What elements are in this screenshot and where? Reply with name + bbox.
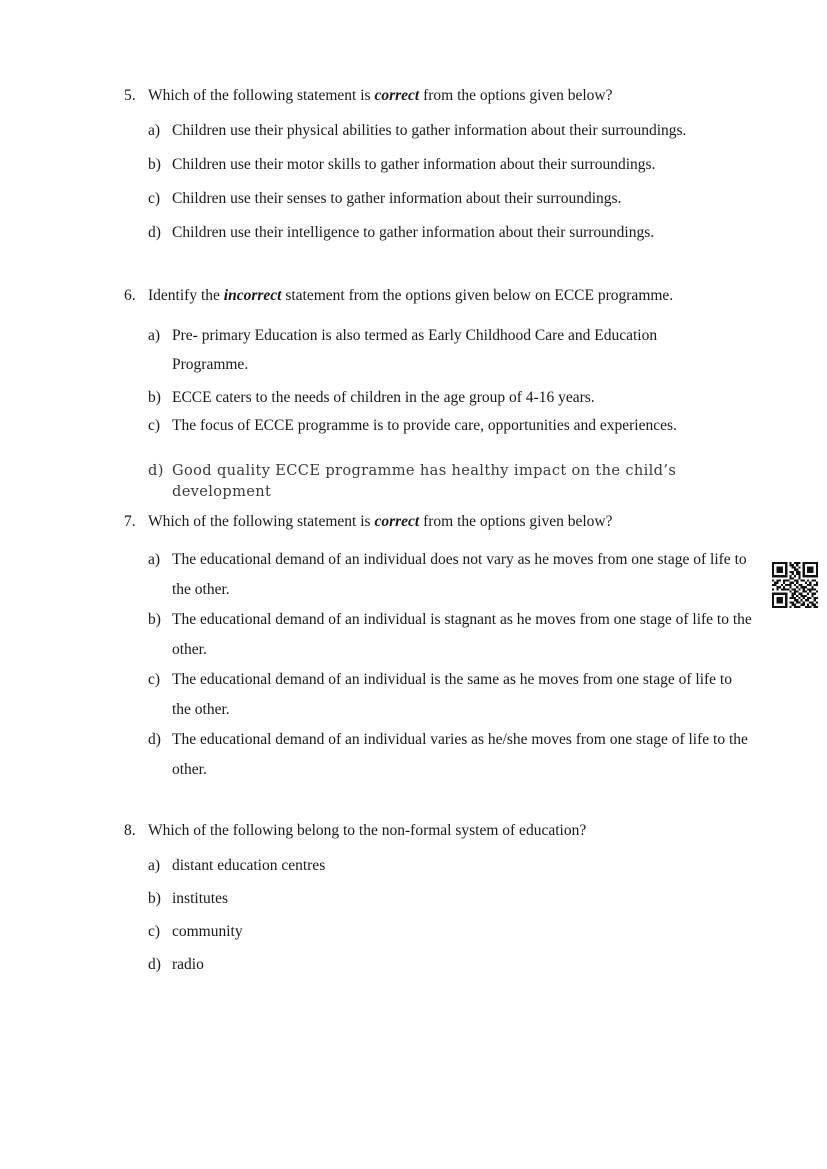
option-label-5-c: c) [148, 190, 161, 207]
option-8-b[interactable] [148, 888, 744, 909]
option-text-6-a: Pre- primary Education is also termed as Early Childhood Care and Education Programme. [172, 327, 658, 373]
option-label-6-d: d) [148, 462, 164, 479]
option-text-7-d: The educational demand of an individual varies as he/she moves from one stage of life to the other. [172, 731, 748, 778]
question-number-8: 8. [124, 822, 136, 839]
question-block-5 [124, 86, 744, 243]
stem-before-8: Which of the following belong to the non-formal system of education? [148, 822, 587, 839]
option-7-d[interactable] [148, 725, 752, 785]
stem-after-6: statement from the options given below on ECCE programme. [281, 287, 674, 304]
option-7-b[interactable] [148, 605, 752, 665]
qr-code-icon [772, 562, 818, 608]
stem-before-7: Which of the following statement is [148, 513, 375, 530]
option-5-d[interactable] [148, 222, 744, 243]
option-label-5-a: a) [148, 122, 161, 139]
question-number-5: 5. [124, 87, 136, 104]
question-stem-8 [124, 821, 744, 841]
option-7-c[interactable] [148, 665, 752, 725]
option-7-a[interactable] [148, 545, 752, 605]
option-text-8-d: radio [172, 956, 204, 973]
option-6-b[interactable] [148, 387, 744, 408]
option-8-c[interactable] [148, 921, 744, 942]
option-label-6-a: a) [148, 327, 161, 344]
question-number-6: 6. [124, 287, 136, 304]
option-text-5-c: Children use their senses to gather information about their surroundings. [172, 190, 622, 207]
stem-before-5: Which of the following statement is [148, 87, 375, 104]
question-number-7: 7. [124, 513, 136, 530]
question-text-8 [148, 822, 586, 839]
option-5-a[interactable] [148, 120, 744, 141]
option-text-5-b: Children use their motor skills to gather information about their surroundings. [172, 156, 656, 173]
option-label-7-b: b) [148, 611, 161, 628]
option-text-8-a: distant education centres [172, 857, 326, 874]
option-text-6-c: The focus of ECCE programme is to provide care, opportunities and experiences. [172, 417, 677, 434]
option-text-7-a: The educational demand of an individual does not vary as he moves from one stage of life to the other. [172, 551, 747, 598]
option-8-d[interactable] [148, 954, 744, 975]
option-list-6 [124, 321, 744, 502]
stem-emphasis-6: incorrect [223, 287, 282, 304]
stem-emphasis-5: correct [374, 87, 420, 104]
question-block-7 [124, 512, 752, 785]
option-6-d[interactable] [148, 460, 744, 502]
option-label-8-d: d) [148, 956, 161, 973]
option-label-8-b: b) [148, 890, 161, 907]
stem-after-5: from the options given below? [419, 87, 613, 104]
stem-after-7: from the options given below? [419, 513, 613, 530]
question-text-6 [148, 287, 673, 304]
option-text-5-d: Children use their intelligence to gather information about their surroundings. [172, 224, 655, 241]
option-8-a[interactable] [148, 855, 744, 876]
option-text-6-d: Good quality ECCE programme has healthy impact on the child’s development [172, 462, 677, 500]
option-text-6-b: ECCE caters to the needs of children in the age group of 4-16 years. [172, 389, 595, 406]
option-6-a[interactable] [148, 321, 717, 379]
option-text-8-b: institutes [172, 890, 228, 907]
question-text-5 [148, 87, 612, 104]
option-6-c[interactable] [148, 415, 744, 436]
option-text-7-c: The educational demand of an individual is the same as he moves from one stage of life to the other. [172, 671, 732, 718]
option-list-5 [124, 120, 744, 243]
option-text-8-c: community [172, 923, 243, 940]
option-label-8-c: c) [148, 923, 161, 940]
option-label-8-a: a) [148, 857, 161, 874]
question-stem-5 [124, 86, 744, 106]
option-text-5-a: Children use their physical abilities to gather information about their surroundings. [172, 122, 687, 139]
option-label-6-c: c) [148, 417, 161, 434]
option-label-7-c: c) [148, 671, 161, 688]
option-list-7 [124, 545, 752, 785]
option-5-c[interactable] [148, 188, 744, 209]
option-label-7-d: d) [148, 731, 161, 748]
question-block-8 [124, 821, 744, 975]
question-block-6 [124, 286, 744, 502]
option-list-8 [124, 855, 744, 975]
qr-code [772, 562, 818, 608]
question-stem-7 [124, 512, 744, 532]
question-stem-6 [124, 286, 744, 306]
stem-before-6: Identify the [148, 287, 224, 304]
option-label-5-d: d) [148, 224, 161, 241]
question-text-7 [148, 513, 612, 530]
option-label-5-b: b) [148, 156, 161, 173]
option-5-b[interactable] [148, 154, 744, 175]
option-text-7-b: The educational demand of an individual is stagnant as he moves from one stage of life to the other. [172, 611, 752, 658]
option-label-7-a: a) [148, 551, 161, 568]
stem-emphasis-7: correct [374, 513, 420, 530]
option-label-6-b: b) [148, 389, 161, 406]
